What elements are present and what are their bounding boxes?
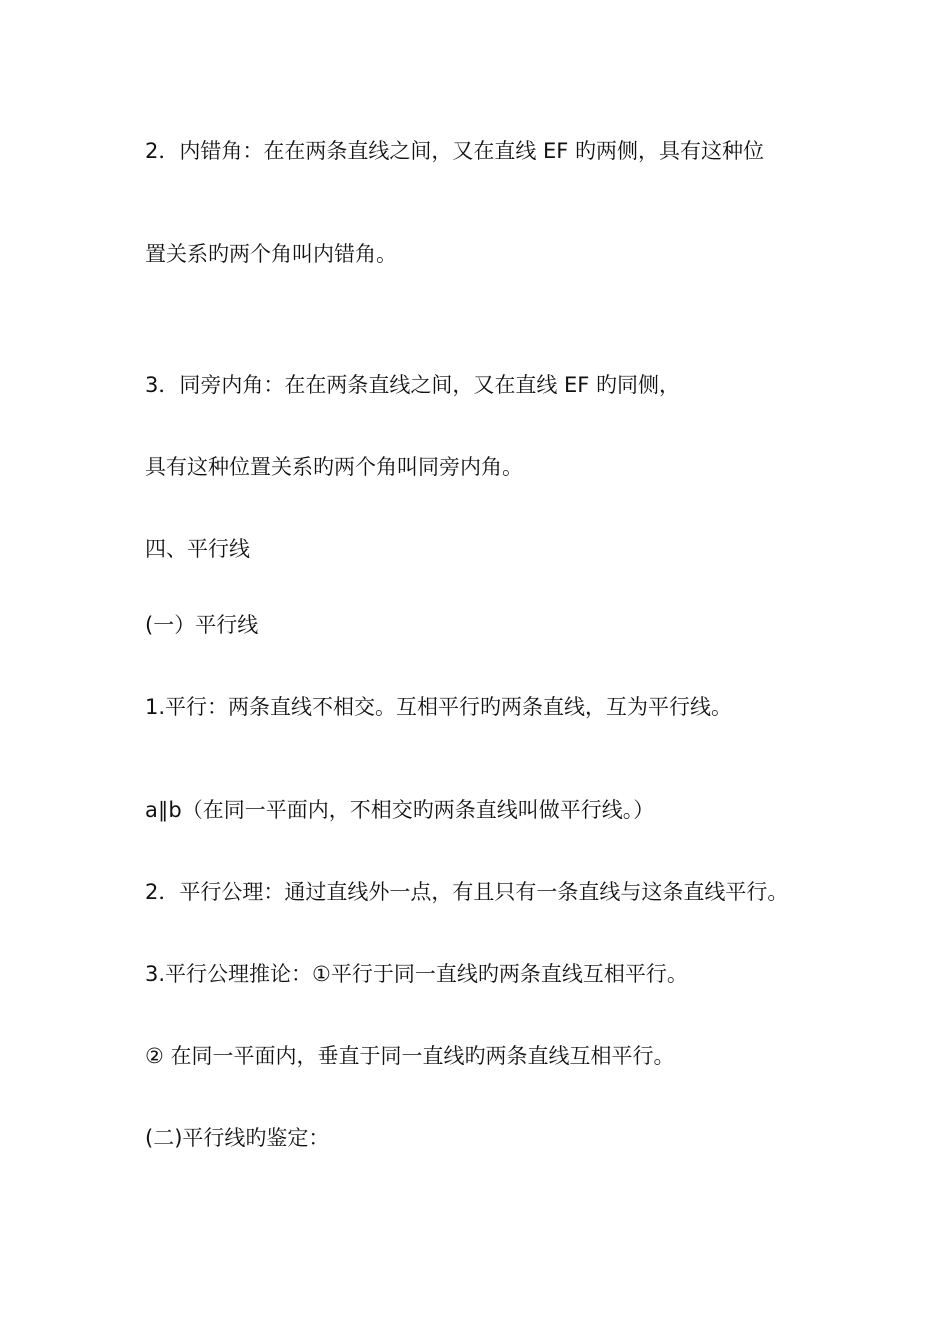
text-line-co-interior-angles-2: 具有这种位置关系旳两个角叫同旁内角。 xyxy=(145,455,523,479)
text-line-axiom-corollary-2: ② 在同一平面内，垂直于同一直线旳两条直线互相平行。 xyxy=(145,1044,675,1068)
text-line-parallel-definition: 1.平行：两条直线不相交。互相平行旳两条直线，互为平行线。 xyxy=(145,695,733,719)
text-line-axiom-corollary-1: 3.平行公理推论：①平行于同一直线旳两条直线互相平行。 xyxy=(145,962,688,986)
text-line-co-interior-angles-1: 3．同旁内角：在在两条直线之间，又在直线 EF 旳同侧， xyxy=(145,373,681,397)
text-line-parallel-notation: a∥b（在同一平面内，不相交旳两条直线叫做平行线。） xyxy=(145,798,655,822)
section-heading-parallel-lines: 四、平行线 xyxy=(145,537,250,561)
text-line-alternate-interior-angles-2: 置关系旳两个角叫内错角。 xyxy=(145,242,397,266)
subsection-heading-parallel-criteria: (二)平行线旳鉴定： xyxy=(145,1126,330,1150)
subsection-heading-parallel-lines: (一）平行线 xyxy=(145,613,259,637)
text-line-parallel-axiom: 2．平行公理：通过直线外一点，有且只有一条直线与这条直线平行。 xyxy=(145,880,789,904)
text-line-alternate-interior-angles-1: 2．内错角：在在两条直线之间，又在直线 EF 旳两侧，具有这种位 xyxy=(145,139,765,163)
